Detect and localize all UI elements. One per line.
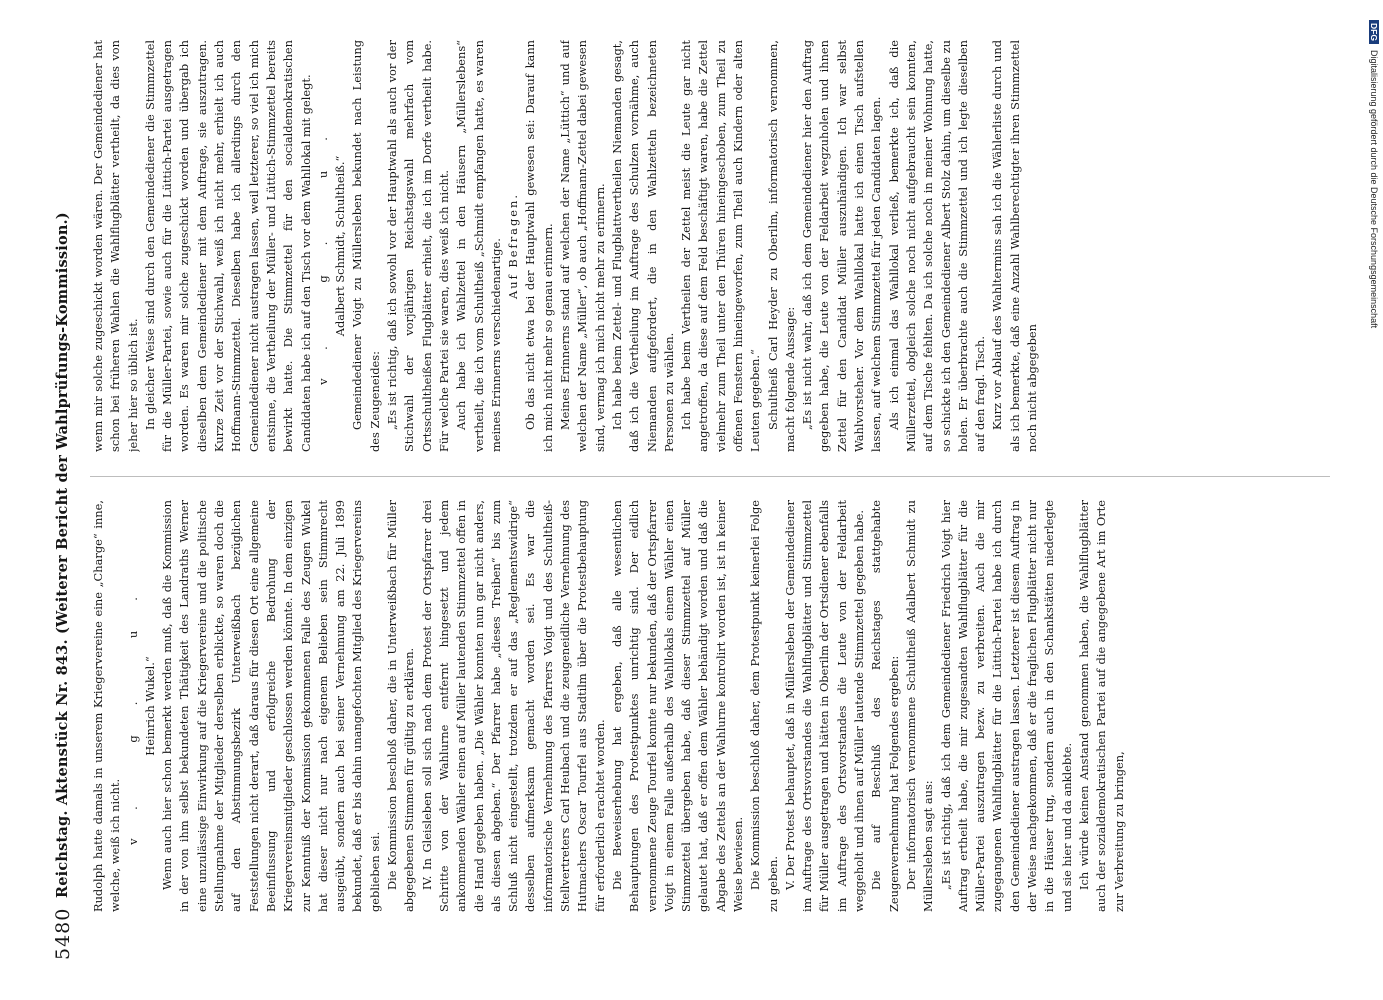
- paragraph: In gleicher Weise sind durch den Gemeindediener die Stimmzettel für die Müller-Partei, sowie auch für die Lüttich-Partei ausgetragen worden. Es waren mir solche zugeschickt worden und übergab ich dieselben dem Gemeindediener mit dem Auftrage, sie auszutragen. Kurze Zeit vor der Stichwahl, weiß ich nicht mehr, erhielt ich auch Hoffmann-Stimmzettel. Dieselben habe ich allerdings durch den Gemeindediener nicht austragen lassen, weil letzterer, so viel ich mich entsinne, die Vertheilung der Müller- und Lüttich-Stimmzettel bereits bewirkt hatte. Die Stimmzettel für den socialdemokratischen Candidaten habe ich auf den Tisch vor dem Wahllokal mit gelegt.: [142, 40, 313, 452]
- column-divider: [90, 476, 1330, 477]
- paragraph: wenn mir solche zugeschickt worden wären. Der Gemeindediener hat schon bei früheren Wahlen die Wahlflugblätter vertheilt, da dies von jeher hier so üblich ist.: [91, 40, 140, 452]
- paragraph: Ob das nicht etwa bei der Hauptwahl gewesen sei: Darauf kann ich mich nicht mehr so genau erinnern.: [523, 40, 555, 452]
- paragraph: Schultheiß Carl Heyder zu Oberilm, informatorisch vernommen, macht folgende Aussage:: [765, 40, 797, 452]
- page-title: Reichstag. Aktenstück Nr. 843. (Weiterer Bericht der Wahlprüfungs-Kommission.): [54, 212, 71, 898]
- paragraph: „Es ist nicht wahr, daß ich dem Gemeindediener hier den Auftrag gegeben habe, die Leute von der Feldarbeit wegzuholen und ihnen Zettel für den Candidat Müller auszuhändigen. Ich war selbst Wahlvorsteher. Vor dem Wahllokal hatte ich einen Tisch aufstellen lassen, auf welchem Stimmzettel für jeden Candidaten lagen.: [800, 40, 884, 452]
- paragraph: Der informatorisch vernommene Schultheiß Adalbert Schmidt zu Müllersleben sagt aus:: [903, 500, 936, 912]
- paragraph: Auch habe ich Wahlzettel in den Häusern „Müllerslebens“ vertheilt, die ich vom Schultheiß „Schmidt empfangen hatte, es waren meines Erinnerns verschiedenartige.: [454, 40, 503, 452]
- funding-note-text: Digitalisierung gefördert durch die Deutsche Forschungsgemeinschaft: [1369, 49, 1379, 329]
- paragraph: Gemeindediener Voigt zu Müllersleben bekundet nach Leistung des Zeugeneides:: [350, 40, 382, 452]
- paragraph: Als ich einmal das Wahllokal verließ, bemerkte ich, daß die Müllerzettel, obgleich solche noch nicht aufgebraucht sein konnten, auf dem Tische fehlten. Da ich solche noch in meiner Wohnung hatte, so schickte ich den Gemeindediener Albert Stolz dahin, um dieselbe zu holen. Er überbrachte auch die Stimmzettel und ich legte dieselben auf den fragl. Tisch.: [886, 40, 988, 452]
- paragraph: Rudolph hatte damals in unserem Kriegervereine eine „Charge“ inne, welche, weiß ich nicht.: [91, 500, 123, 912]
- signature: Adalbert Schmidt, Schultheiß.“: [333, 155, 348, 337]
- paragraph: Kurz vor Ablauf des Wahltermins sah ich die Wählerliste durch und als ich bemerkte, daß eine Anzahl Wahlberechtigter ihren Stimmzettel noch nicht abgegeben: [990, 40, 1040, 452]
- paragraph: Meines Erinnerns stand auf welchen der Name „Lüttich“ und auf welchen der Name „Müller“, ob auch „Hoffmann-Zettel dabei gewesen sind, vermag ich mich nicht mehr zu erinnern.: [558, 40, 607, 452]
- paragraph: V. Der Protest behauptet, daß in Müllersleben der Gemeindediener im Auftrage des Ortsvorstandes die Wahlflugblätter und Stimmzettel für Müller ausgetragen und hätten in Oberilm der Ortsdiener ebenfalls im Auftrage des Ortsvorstandes die Leute von der Feldarbeit weggeholt und ihnen auf Müller lautende Stimmzettel gegeben habe.: [782, 500, 867, 912]
- signature: Heinrich Wukel.“: [142, 656, 157, 756]
- section-heading: Auf Befragen.: [506, 193, 521, 299]
- page-header: [40, 0, 80, 960]
- paragraph: IV. In Gleisleben soll sich nach dem Protest der Ortspfarrer drei Schritte von der Wahlurne entfernt hingesetzt und jedem ankommenden Wähler einen auf Müller lautenden Stimmzettel offen in die Hand gegeben haben. „Die Wähler konnten nun gar nicht anders, als diesen abgeben.“ Der Pfarrer habe „dieses Treiben“ bis zum Schluß nicht eingestellt, trotzdem er auf das „Reglementswidrige“ desselben aufmerksam gemacht worden sei. Es war die informatorische Vernehmung des Pfarrers Voigt und des Schultheiß-Stellvertreters Carl Heubach und die zeugeneidliche Vernehmung des Hutmachers Oscar Tourfel aus Stadtilm über die Protestbehauptung für erforderlich erachtet worden.: [419, 500, 607, 912]
- paragraph: Ich habe beim Zettel- und Flugblattvertheilen Niemanden gesagt, daß ich die Vertheilung im Auftrage des Schulzen vornähme, auch Niemanden aufgefordert, die in den Wahlzetteln bezeichneten Personen zu wählen.: [609, 40, 676, 452]
- paragraph: Wenn auch hier schon bemerkt werden muß, daß die Kommission in der von ihm selbst bekundeten Thätigkeit des Landraths Werner eine unzulässige Einwirkung auf die Kriegervereine und die politische Stellungnahme der Mitglieder derselben erblickte, so waren doch die auf den Abstimmungsbezirk Unterweißbach bezüglichen Feststellungen nicht derart, daß daraus für diesen Ort eine allgemeine Beeinflussung und erfolgreiche Bedrohung der Kriegervereinsmitglieder geschlossen werden könnte. In dem einzigen zur Kenntniß der Kommission gekommenen Falle des Zeugen Wukel hat dieser nicht nur nach eigenem Belieben sein Stimmrecht ausgeübt, sondern auch bei seiner Vernehmung am 22. Juli 1899 bekundet, daß er bis dahin unangefochten Mitglied des Kriegervereins geblieben sei.: [160, 500, 382, 912]
- right-column: [90, 40, 1330, 452]
- page-number: 5480: [52, 907, 74, 960]
- paragraph: Die Kommission beschloß daher, dem Protestpunkt keinerlei Folge zu geben.: [748, 500, 780, 912]
- dfg-logo: DFG: [1369, 20, 1379, 44]
- paragraph: Die Beweiserhebung hat ergeben, daß alle wesentlichen Behauptungen des Protestpunktes unrichtig sind. Der eidlich vernommene Zeuge Tourfel konnte nur bekunden, daß der Ortspfarrer Voigt in einem Falle außerhalb des Wahllokals einem Wähler einen Stimmzettel übergeben habe, daß dieser Stimmzettel auf Müller gelautet hat, daß er offen dem Wähler behändigt worden und daß die Abgabe des Zettels an der Wahlurne kontrolirt worden ist, ist in keiner Weise bewiesen.: [609, 500, 745, 912]
- paragraph: Ich würde keinen Anstand genommen haben, die Wahlflugblätter auch der sozialdemokratischen Partei auf die angegebene Art im Orte zur Verbreitung zu bringen,: [1076, 500, 1126, 912]
- paragraph: Die Kommission beschloß daher, die in Unterweißbach für Müller abgegebenen Stimmen für gültig zu erklären.: [385, 500, 417, 912]
- paragraph: „Es ist richtig, daß ich sowohl vor der Hauptwahl als auch vor der Stichwahl der vorjährigen Reichstagswahl mehrfach vom Ortsschultheißen Flugblätter erhielt, die ich im Dorfe vertheilt habe. Für welche Partei sie waren, dies weiß ich nicht.: [385, 40, 451, 452]
- digitization-note: [1363, 20, 1379, 980]
- document-page: [40, 0, 1330, 960]
- paragraph: „Es ist richtig, daß ich dem Gemeindediener Friedrich Voigt hier Auftrag ertheilt habe, die mir zugesandten Wahlflugblätter für die Müller-Partei auszutragen bezw. zu verbreiten. Auch die mir zugegangenen Wahlflugblätter für die Lüttich-Partei habe ich durch den Gemeindediener austragen lassen. Letzterer ist diesem Auftrag in der Weise nachgekommen, daß er die fraglichen Flugblätter nicht nur in die Häuser trug, sondern auch in den Schankstätten niederlegte und sie hier und da anklebte.: [938, 500, 1074, 912]
- paragraph: Ich habe beim Vertheilen der Zettel meist die Leute gar nicht angetroffen, da diese auf dem Feld beschäftigt waren, habe die Zettel vielmehr zum Theil unter den Thüren hineingeschoben, zum Theil zu offenen Fenstern hineingeworfen, zum Theil auch Kindern oder alten Leuten gegeben.“: [679, 40, 763, 452]
- attestation-vgu: v. g. u.: [315, 107, 330, 385]
- attestation-vgu: v. g. u.: [125, 567, 140, 845]
- left-column: [90, 500, 1330, 912]
- paragraph: Die auf Beschluß des Reichstages stattgehabte Zeugenvernehmung hat Folgendes ergeben:: [869, 500, 901, 912]
